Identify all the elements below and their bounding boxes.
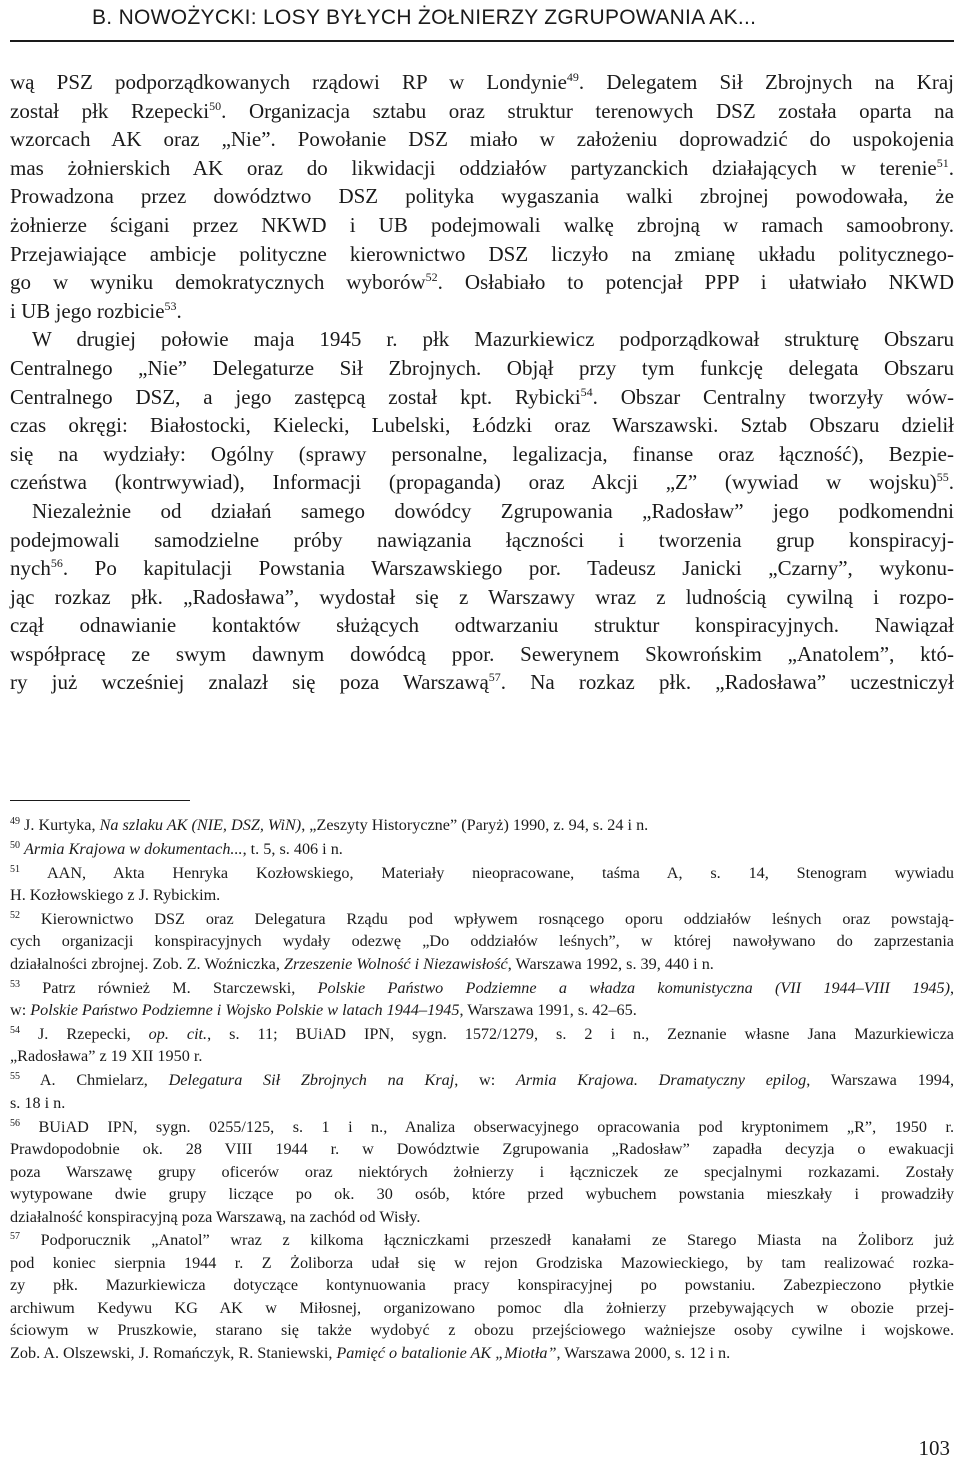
footnote-line: $^{52}$ Kierownictwo DSZ oraz Delegatura Rządu pod wpływem rosnącego oporu oddziałów leśnych oraz powstają-	[10, 909, 954, 928]
footnote-line: $^{54}$ J. Rzepecki, op. cit., s. 11; BUiAD IPN, sygn. 1572/1279, s. 2 i n., Zeznanie własne Jana Mazurkiewicza	[10, 1024, 954, 1043]
text-line: czeństwa (kontrwywiad), Informacji (propaganda) oraz Akcji „Z” (wywiad w wojsku)$^{55}$.	[10, 470, 954, 495]
header-rule	[10, 40, 954, 42]
footnote-line: Prawdopodobnie ok. 28 VIII 1944 r. w Dowództwie Zgrupowania „Radosław” zapadła decyzja o ewakuacji	[10, 1140, 954, 1159]
text-line: czas okręgi: Białostocki, Kielecki, Lubelski, Łódzki oraz Warszawski. Sztab Obszaru dzielił	[10, 413, 954, 438]
text-line: żołnierze ścigani przez NKWD i UB podejmowali walkę zbrojną w ramach samoobrony.	[10, 212, 954, 237]
footnote-line: $^{49}$ J. Kurtyka, Na szlaku AK (NIE, DSZ, WiN), „Zeszyty Historyczne” (Paryż) 1990, z. 94, s. 24 i n.	[10, 816, 649, 834]
footnote-line: zy płk. Mazurkiewicza dotyczące kontynuowania pracy konspiracyjnej po powstaniu. Zabezpieczono płytkie	[10, 1276, 954, 1295]
text-line: wzorcach AK oraz „Nie”. Powołanie DSZ miało w założeniu doprowadzić do uspokojenia	[10, 127, 954, 152]
footnote-line: wytypowane dwie grupy liczące po ok. 30 osób, które przed wybuchem powstania mieszkały i prowadziły	[10, 1185, 954, 1204]
text-line: wą PSZ podporządkowanych rządowi RP w Londynie$^{49}$. Delegatem Sił Zbrojnych na Kraj	[10, 70, 954, 94]
footnote-line: działalność konspiracyjną poza Warszawą, na zachód od Wisły.	[10, 1207, 421, 1226]
footnote-line: Zob. A. Olszewski, J. Romańczyk, R. Staniewski, Pamięć o batalionie AK „Miotła”, Warszawa 2000, s. 12 i n.	[10, 1343, 731, 1362]
footnote-line: „Radosława” z 19 XII 1950 r.	[10, 1047, 203, 1066]
text-line: mas żołnierskich AK oraz do likwidacji oddziałów partyzanckich działających w terenie$^{51}$.	[10, 155, 954, 180]
footnote-line: archiwum Kedywu KG AK w Miłosnej, organizowano pomoc dla żołnierzy przebywających w obozie przej-	[10, 1298, 954, 1317]
text-line: jąc rozkaz płk. „Radosława”, wydostał się z Warszawy wraz z ludnością cywilną i rozpo-	[10, 584, 954, 609]
text-line: Przejawiające ambicje polityczne kierownictwo DSZ liczyło na zmianę układu politycznego-	[10, 241, 954, 266]
text-line: współpracę ze swym dawnym dowódcą ppor. Sewerynem Skowrońskim „Anatolem”, któ-	[10, 641, 954, 666]
text-line: podejmowali samodzielne próby nawiązania łączności i tworzenia grup konspiracyj-	[10, 527, 954, 552]
footnote-line: poza Warszawę grupy oficerów oraz niektórych żołnierzy i łączniczek ze specjalnymi rozkazami. Zostały	[10, 1162, 954, 1181]
footnote-line: H. Kozłowskiego z J. Rybickim.	[10, 886, 221, 905]
footnote-line: $^{55}$ A. Chmielarz, Delegatura Sił Zbrojnych na Kraj, w: Armia Krajowa. Dramatyczny epilog, Warszawa 1994,	[10, 1071, 955, 1090]
footnote-line: w: Polskie Państwo Podziemne i Wojsko Polskie w latach 1944–1945, Warszawa 1991, s. 42–65.	[10, 1001, 637, 1020]
text-line: go w wyniku demokratycznych wyborów$^{52}$. Osłabiało to potencjał PPP i ułatwiało NKWD	[10, 270, 955, 295]
text-line: W drugiej połowie maja 1945 r. płk Mazurkiewicz podporządkował strukturę Obszaru	[32, 327, 954, 352]
text-line: Niezależnie od działań samego dowódcy Zgrupowania „Radosław” jego podkomendni	[32, 498, 954, 523]
footnotes	[10, 814, 954, 1364]
footnote-line: $^{51}$ AAN, Akta Henryka Kozłowskiego, Materiały nieopracowane, taśma A, s. 14, Stenogram wywiadu	[10, 863, 954, 882]
running-head: B. NOWOŻYCKI: LOSY BYŁYCH ŻOŁNIERZY ZGRUPOWANIA AK...	[92, 6, 757, 29]
footnote-line: $^{57}$ Podporucznik „Anatol” wraz z kilkoma łączniczkami przeszedł kanałami ze Starego Miasta na Żoliborz już	[10, 1231, 954, 1250]
footnote-line: s. 18 i n.	[10, 1093, 66, 1112]
text-line: Prowadzona przez dowództwo DSZ polityka wygaszania walki zbrojnej powodowała, że	[10, 184, 954, 209]
footnote-separator	[10, 800, 190, 801]
text-line: został płk Rzepecki$^{50}$. Organizacja sztabu oraz struktur terenowych DSZ została oparta na	[10, 98, 954, 123]
text-line: i UB jego rozbicie$^{53}$.	[10, 298, 182, 323]
text-line: nych$^{56}$. Po kapitulacji Powstania Warszawskiego por. Tadeusz Janicki „Czarny”, wykonu-	[10, 556, 954, 581]
text-line: czął odnawianie kontaktów służących odtwarzaniu struktur konspiracyjnych. Nawiązał	[10, 613, 954, 638]
text-line: Centralnego „Nie” Delegaturze Sił Zbrojnych. Objął przy tym funkcję delegata Obszaru	[10, 355, 954, 380]
footnote-line: pod koniec sierpnia 1944 r. Z Żoliborza udał się w rejon Grodziska Mazowieckiego, by tam realizować rozka-	[10, 1253, 954, 1272]
footnote-line: ściowym w Pruszkowie, starano się także wydobyć z obozu przejściowego ważniejsze osoby cywilne i wojskowe.	[10, 1321, 954, 1340]
footnote-line: cych organizacji konspiracyjnych wydały odezwę „Do oddziałów leśnych”, w której nawoływano do zaprzestania	[10, 932, 954, 951]
text-line: się na wydziały: Ogólny (sprawy personalne, legalizacja, finanse oraz łączność), Bezpie-	[10, 441, 954, 466]
footnote-line: $^{50}$ Armia Krajowa w dokumentach..., t. 5, s. 406 i n.	[10, 839, 343, 858]
footnote-line: $^{56}$ BUiAD IPN, sygn. 0255/125, s. 1 i n., Analiza obserwacyjnego opracowania pod kryptonimem „R”, 1950 r.	[10, 1117, 954, 1136]
footnote-line: działalności zbrojnej. Zob. Z. Woźniczka, Zrzeszenie Wolność i Niezawisłość, Warszawa 1992, s. 39, 440 i n.	[10, 954, 714, 973]
page-number: 103	[918, 1436, 950, 1460]
text-line: ry już wcześniej znalazł się poza Warszawą$^{57}$. Na rozkaz płk. „Radosława” uczestniczył	[10, 670, 955, 695]
main-text	[10, 68, 954, 697]
text-line: Centralnego DSZ, a jego zastępcą został kpt. Rybicki$^{54}$. Obszar Centralny tworzyły wów-	[10, 384, 954, 409]
footnote-line: $^{53}$ Patrz również M. Starczewski, Polskie Państwo Podziemne a władza komunistyczna (VII 1944–VIII 1945),	[10, 978, 955, 997]
